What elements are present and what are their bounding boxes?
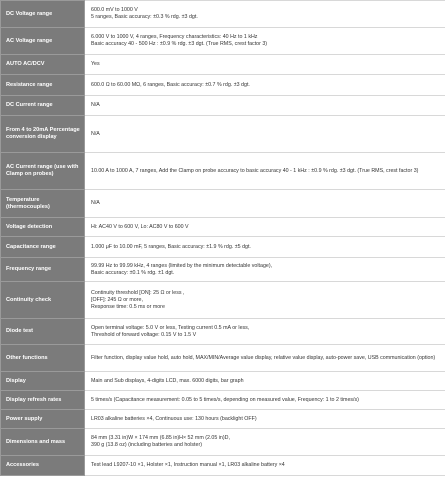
spec-value: [85, 28, 445, 55]
spec-value-line: Open terminal voltage: 5.0 V or less, Testing current 0.5 mA or less,: [91, 324, 250, 331]
spec-label: AC Voltage range: [1, 28, 85, 55]
spec-value: [85, 75, 445, 96]
spec-value: [85, 410, 445, 429]
spec-row: [1, 410, 445, 429]
spec-label: Display refresh rates: [1, 391, 85, 410]
spec-row: [1, 55, 445, 75]
spec-value-line: Continuity threshold [ON]: 25 Ω or less ,: [91, 289, 185, 296]
spec-value: [85, 258, 445, 282]
spec-value-line: 5 times/s (Capacitance measurement: 0.05 to 5 times/s, depending on measured value, Frequency: 1 to 2 times/s): [91, 396, 359, 403]
spec-value: [85, 96, 445, 116]
spec-label: Capacitance range: [1, 237, 85, 258]
spec-label: Power supply: [1, 410, 85, 429]
spec-value-line: Basic accuracy 40 - 500 Hz : ±0.9 % rdg. ±3 dgt. (True RMS, crest factor 3): [91, 41, 268, 47]
spec-label: From 4 to 20mA Percentage conversion display: [1, 116, 85, 153]
spec-label: DC Voltage range: [1, 1, 85, 28]
spec-value-line: Filter function, display value hold, auto hold, MAX/MIN/Average value display, relative value display, auto-power save, USB communication (option): [91, 354, 436, 361]
spec-row: [1, 28, 445, 55]
spec-value: [85, 116, 445, 153]
spec-value-line: Response time: 0.5 ms or more: [91, 303, 165, 310]
spec-label: Frequency range: [1, 258, 85, 282]
spec-label: Display: [1, 372, 85, 391]
spec-label: Accessories: [1, 456, 85, 476]
spec-value-line: 6.000 V to 1000 V, 4 ranges, Frequency characteristics: 40 Hz to 1 kHz: [91, 34, 258, 40]
spec-value-line: [OFF]: 245 Ω or more,: [91, 296, 143, 303]
spec-value-line: 1.000 μF to 10.00 mF, 5 ranges, Basic accuracy: ±1.9 % rdg. ±5 dgt.: [91, 243, 251, 250]
spec-label: Voltage detection: [1, 218, 85, 237]
spec-label: Resistance range: [1, 75, 85, 96]
spec-value-line: 84 mm (3.31 in)W × 174 mm (6.85 in)H× 52 mm (2.05 in)D,: [91, 435, 230, 441]
spec-value-line: 390 g (13.8 oz) (including batteries and holster): [91, 442, 203, 448]
spec-value: [85, 391, 445, 410]
spec-value-line: Hi: AC40 V to 600 V, Lo: AC80 V to 600 V: [91, 223, 189, 230]
spec-row: [1, 116, 445, 153]
spec-row: [1, 190, 445, 218]
spec-value-line: Main and Sub displays, 4-digits LCD, max. 6000 digits, bar graph: [91, 377, 244, 384]
spec-value: [85, 55, 445, 75]
spec-value-line: Yes: [91, 61, 100, 67]
spec-value-line: 5 ranges, Basic accuracy: ±0.3 % rdg. ±3 dgt.: [91, 14, 198, 20]
spec-value: [85, 282, 445, 319]
spec-label: Diode test: [1, 319, 85, 345]
spec-value-line: 99.99 Hz to 99.99 kHz, 4 ranges (limited by the minimum detectable voltage),: [91, 262, 273, 269]
spec-row: [1, 319, 445, 345]
spec-value-line: N/A: [91, 200, 100, 206]
spec-label: Continuity check: [1, 282, 85, 319]
spec-value: [85, 429, 445, 456]
spec-value-line: 600.0 mV to 1000 V: [91, 7, 138, 13]
spec-label: DC Current range: [1, 96, 85, 116]
spec-row: [1, 391, 445, 410]
spec-value-line: Basic accuracy: ±0.1 % rdg. ±1 dgt.: [91, 269, 175, 276]
spec-value: [85, 237, 445, 258]
spec-value-line: 600.0 Ω to 60.00 MΩ, 6 ranges, Basic accuracy: ±0.7 % rdg. ±3 dgt.: [91, 81, 250, 88]
spec-row: [1, 153, 445, 190]
spec-value: [85, 153, 445, 190]
spec-value: [85, 319, 445, 345]
spec-row: [1, 1, 445, 28]
spec-value: [85, 190, 445, 218]
spec-row: [1, 258, 445, 282]
spec-table-body: [1, 1, 445, 476]
spec-row: [1, 345, 445, 372]
spec-label: Other functions: [1, 345, 85, 372]
spec-row: [1, 429, 445, 456]
spec-value-line: Threshold of forward voltage: 0.15 V to 1.5 V: [91, 331, 197, 338]
spec-row: [1, 75, 445, 96]
spec-row: [1, 456, 445, 476]
spec-value: [85, 345, 445, 372]
spec-label: Temperature (thermocouples): [1, 190, 85, 218]
spec-value: [85, 372, 445, 391]
spec-value-line: N/A: [91, 102, 100, 108]
spec-value-line: Test lead L9207-10 ×1, Holster ×1, Instruction manual ×1, LR03 alkaline battery ×4: [91, 462, 285, 468]
spec-value: [85, 218, 445, 237]
spec-value-line: 10.00 A to 1000 A, 7 ranges, Add the Clamp on probe accuracy to basic accuracy 40 - 1 kHz : ±0.9 % rdg. ±3 dgt. (True RMS, crest factor 3): [91, 167, 419, 174]
spec-value: [85, 1, 445, 28]
spec-value-line: LR03 alkaline batteries ×4, Continuous use: 130 hours (backlight OFF): [91, 415, 257, 422]
spec-label: AC Current range (use with Clamp on probes): [1, 153, 85, 190]
spec-row: [1, 96, 445, 116]
spec-row: [1, 218, 445, 237]
spec-label: Dimensions and mass: [1, 429, 85, 456]
spec-row: [1, 282, 445, 319]
spec-row: [1, 237, 445, 258]
spec-label: AUTO AC/DCV: [1, 55, 85, 75]
spec-value: [85, 456, 445, 476]
spec-row: [1, 372, 445, 391]
spec-value-line: N/A: [91, 130, 100, 137]
